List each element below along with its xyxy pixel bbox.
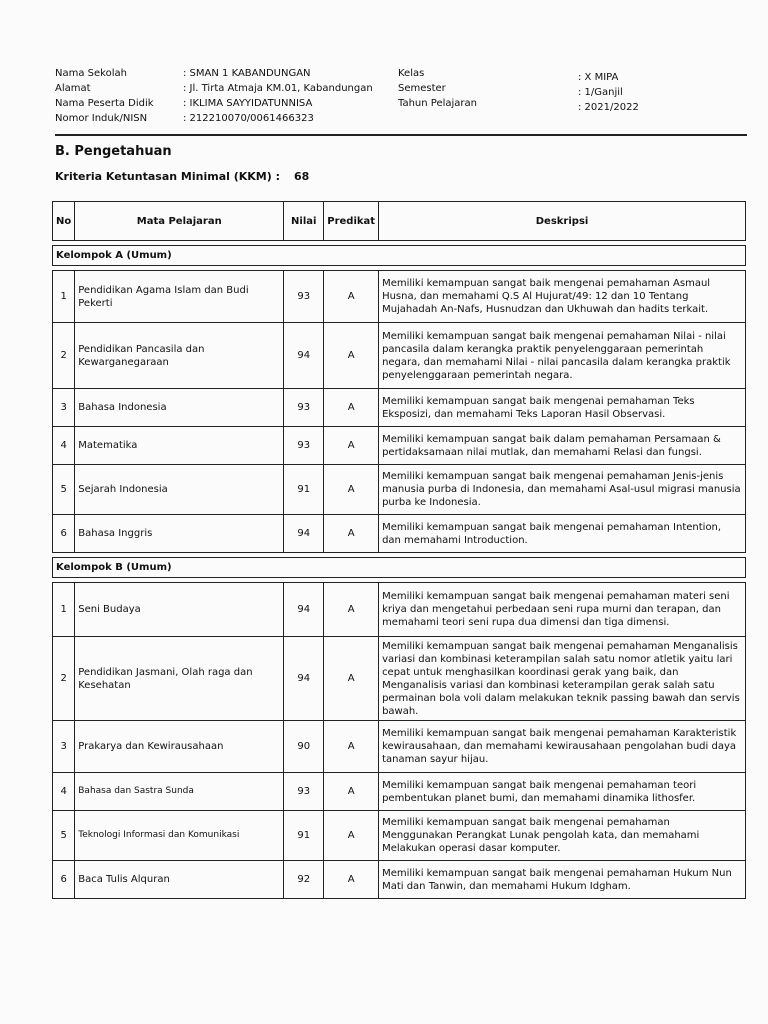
kkm-line — [55, 170, 309, 183]
col-predikat: Predikat — [324, 202, 379, 241]
group-row-a: Kelompok A (Umum) — [53, 246, 746, 266]
value-tahun: : 2021/2022 — [578, 102, 639, 113]
header-labels-right — [398, 66, 477, 111]
label-kelas: Kelas — [398, 68, 425, 79]
label-semester: Semester — [398, 83, 446, 94]
table-row: 5 Teknologi Informasi dan Komunikasi 91 A Memiliki kemampuan sangat baik mengenai pemahaman Menggunakan Perangkat Lunak pengolah kata, dan memahami Melakukan operasi dasar komputer. — [53, 811, 746, 861]
table-row: 2 Pendidikan Jasmani, Olah raga dan Kesehatan 94 A Memiliki kemampuan sangat baik mengenai pemahaman Menganalisis variasi dan kombinasi keterampilan salah satu nomor atletik yaitu lari cepat untuk menghasilkan koordinasi gerak yang baik, dan Menganalisis variasi dan kombinasi keterampilan gerak salah satu permainan bola voli dalam melakukan teknik passing bawah dan servis bawah. — [53, 637, 746, 721]
header-divider — [55, 134, 747, 136]
label-nama-peserta: Nama Peserta Didik — [55, 98, 154, 109]
table-row: 3 Prakarya dan Kewirausahaan 90 A Memiliki kemampuan sangat baik mengenai pemahaman Karakteristik kewirausahaan, dan memahami kewirausahaan pengolahan budi daya tanaman sayur hijau. — [53, 721, 746, 773]
col-nilai: Nilai — [284, 202, 324, 241]
table-row: 1 Pendidikan Agama Islam dan Budi Pekerti 93 A Memiliki kemampuan sangat baik mengenai pemahaman Asmaul Husna, dan memahami Q.S Al Hujurat/49: 12 dan 10 Tentang Mujahadah An-Nafs, Husnudzan dan Ukhuwah dan hadits terkait. — [53, 271, 746, 323]
table-row: 1 Seni Budaya 94 A Memiliki kemampuan sangat baik mengenai pemahaman materi seni kriya dan mengetahui perbedaan seni rupa murni dan terapan, dan memahami teori seni rupa dua dimensi dan tiga dimensi. — [53, 583, 746, 637]
table-header-row — [53, 202, 746, 241]
table-row: 6 Bahasa Inggris 94 A Memiliki kemampuan sangat baik mengenai pemahaman Intention, dan memahami Introduction. — [53, 515, 746, 553]
table-row: 4 Matematika 93 A Memiliki kemampuan sangat baik dalam pemahaman Persamaan & pertidaksamaan nilai mutlak, dan memahami Relasi dan fungsi. — [53, 427, 746, 465]
header-labels-left — [55, 66, 154, 126]
table-row: 4 Bahasa dan Sastra Sunda 93 A Memiliki kemampuan sangat baik mengenai pemahaman teori pembentukan planet bumi, dan memahami dinamika lithosfer. — [53, 773, 746, 811]
group-row-b: Kelompok B (Umum) — [53, 558, 746, 578]
value-semester: : 1/Ganjil — [578, 87, 623, 98]
table-row: 2 Pendidikan Pancasila dan Kewarganegaraan 94 A Memiliki kemampuan sangat baik mengenai pemahaman Nilai - nilai pancasila dalam kerangka praktik penyelenggaraan pemerintah negara, dan memahami Nilai - nilai pancasila dalam kerangka praktik penyelenggaraan pemerintah negara. — [53, 323, 746, 389]
table-row: 3 Bahasa Indonesia 93 A Memiliki kemampuan sangat baik mengenai pemahaman Teks Eksposizi, dan memahami Teks Laporan Hasil Observasi. — [53, 389, 746, 427]
col-no: No — [53, 202, 75, 241]
section-title: B. Pengetahuan — [55, 144, 172, 159]
label-nama-sekolah: Nama Sekolah — [55, 68, 127, 79]
label-alamat: Alamat — [55, 83, 91, 94]
label-nomor-induk: Nomor Induk/NISN — [55, 113, 148, 124]
grades-table — [52, 201, 746, 899]
kkm-label: Kriteria Ketuntasan Minimal (KKM) : — [55, 170, 280, 183]
value-nomor-induk: : 212210070/0061466323 — [183, 113, 314, 124]
value-alamat: : Jl. Tirta Atmaja KM.01, Kabandungan — [183, 83, 373, 94]
label-tahun: Tahun Pelajaran — [398, 98, 477, 109]
kkm-value: 68 — [294, 170, 310, 183]
header-values-right — [578, 70, 639, 115]
table-row: 5 Sejarah Indonesia 91 A Memiliki kemampuan sangat baik mengenai pemahaman Jenis-jenis manusia purba di Indonesia, dan memahami Asal-usul migrasi manusia purba ke Indonesia. — [53, 465, 746, 515]
header-values-left — [183, 66, 373, 126]
table-row: 6 Baca Tulis Alquran 92 A Memiliki kemampuan sangat baik mengenai pemahaman Hukum Nun Mati dan Tanwin, dan memahami Hukum Idgham. — [53, 861, 746, 899]
value-kelas: : X MIPA — [578, 72, 619, 83]
value-nama-peserta: : IKLIMA SAYYIDATUNNISA — [183, 98, 313, 109]
value-nama-sekolah: : SMAN 1 KABANDUNGAN — [183, 68, 311, 79]
col-mata-pelajaran: Mata Pelajaran — [75, 202, 284, 241]
col-deskripsi: Deskripsi — [379, 202, 746, 241]
